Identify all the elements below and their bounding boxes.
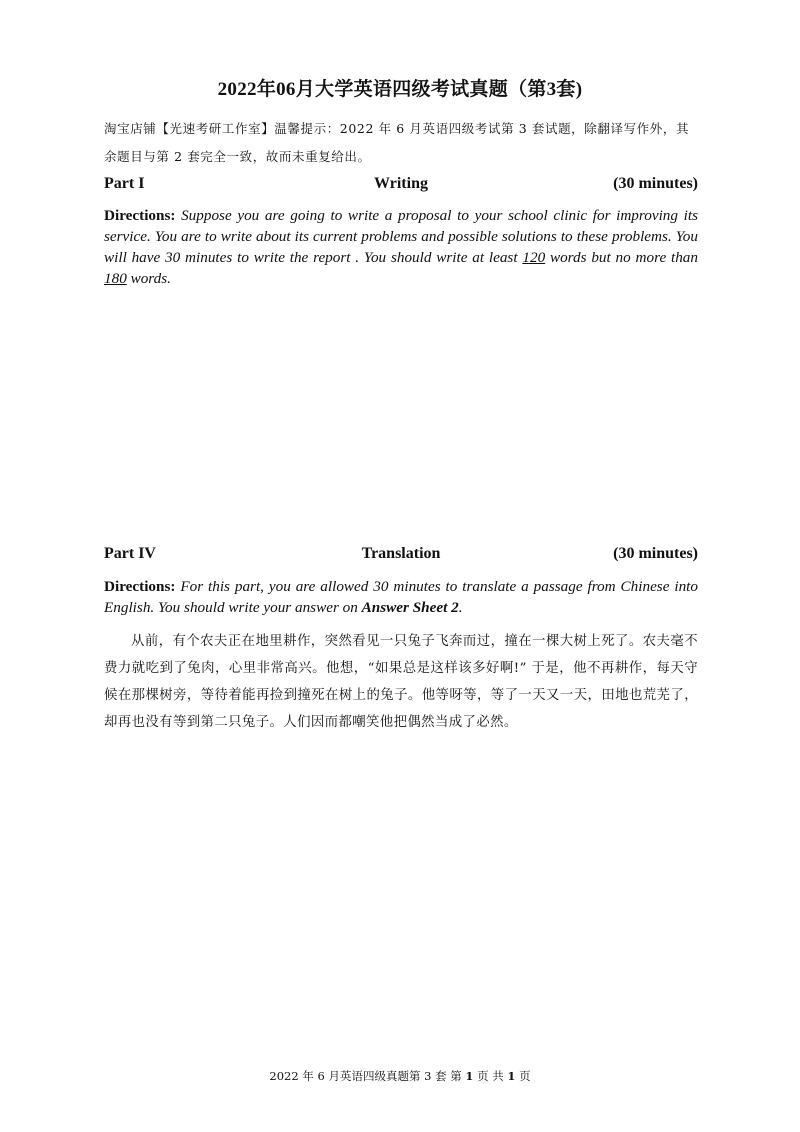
part4-directions-text-2: . xyxy=(458,599,463,616)
part1-time: (30 minutes) xyxy=(613,175,698,192)
translation-passage: 从前，有个农夫正在地里耕作，突然看见一只兔子飞奔而过，撞在一棵大树上死了。农夫毫不费力就吃到了兔肉，心里非常高兴。他想，“如果总是这样该多好啊!” 于是，他不再耕作，每天守候在那棵树旁，等待着能再捡到撞死在树上的兔子。他等呀等，等了一天又一天，田地也荒芜了，却再也没有等到第二只兔子。人们因而都嘲笑他把偶然当成了必然。 xyxy=(104,634,698,730)
page-title: 2022年06月大学英语四级考试真题（第3套) xyxy=(217,79,583,100)
part1-directions xyxy=(104,205,698,289)
footer-suffix: 页 xyxy=(515,1069,531,1083)
page-footer xyxy=(0,1068,800,1084)
part1-name: Writing xyxy=(374,175,428,192)
part4-header xyxy=(104,545,698,569)
footer-total-pages: 1 xyxy=(507,1069,516,1083)
part4-time: (30 minutes) xyxy=(613,545,698,562)
part1-directions-text-2: words but no more than xyxy=(545,249,698,266)
footer-page-number: 1 xyxy=(465,1069,474,1083)
part1-directions-text-1: Suppose you are going to write a proposal to your school clinic for improving its service. You are to write about its current problems and possible solutions to these problems. You will have 30 minutes to write the report . You should write at least xyxy=(104,207,698,266)
part1-max-words: 180 xyxy=(104,270,127,287)
part4-name: Translation xyxy=(361,545,441,562)
part1-number: Part I xyxy=(104,175,145,192)
shop-notice: 淘宝店铺【光速考研工作室】温馨提示：2022 年 6 月英语四级考试第 3 套试题，除翻译写作外，其余题目与第 2 套完全一致，故而未重复给出。 xyxy=(104,121,690,164)
part4-number: Part IV xyxy=(104,545,156,562)
part1-directions-label: Directions: xyxy=(104,207,176,224)
footer-prefix: 2022 年 6 月英语四级真题第 3 套 第 xyxy=(269,1069,466,1083)
part4-directions-label: Directions: xyxy=(104,578,176,595)
part4-directions xyxy=(104,576,698,618)
part1-directions-text-3: words. xyxy=(126,270,171,287)
part4-answer-sheet: Answer Sheet 2 xyxy=(361,599,459,616)
part1-min-words: 120 xyxy=(522,249,546,266)
footer-middle: 页 共 xyxy=(473,1069,508,1083)
part4-directions-text-1: For this part, you are allowed 30 minutes to translate a passage from Chinese into English. You should write your answer on xyxy=(104,578,698,616)
part1-header xyxy=(104,175,698,199)
